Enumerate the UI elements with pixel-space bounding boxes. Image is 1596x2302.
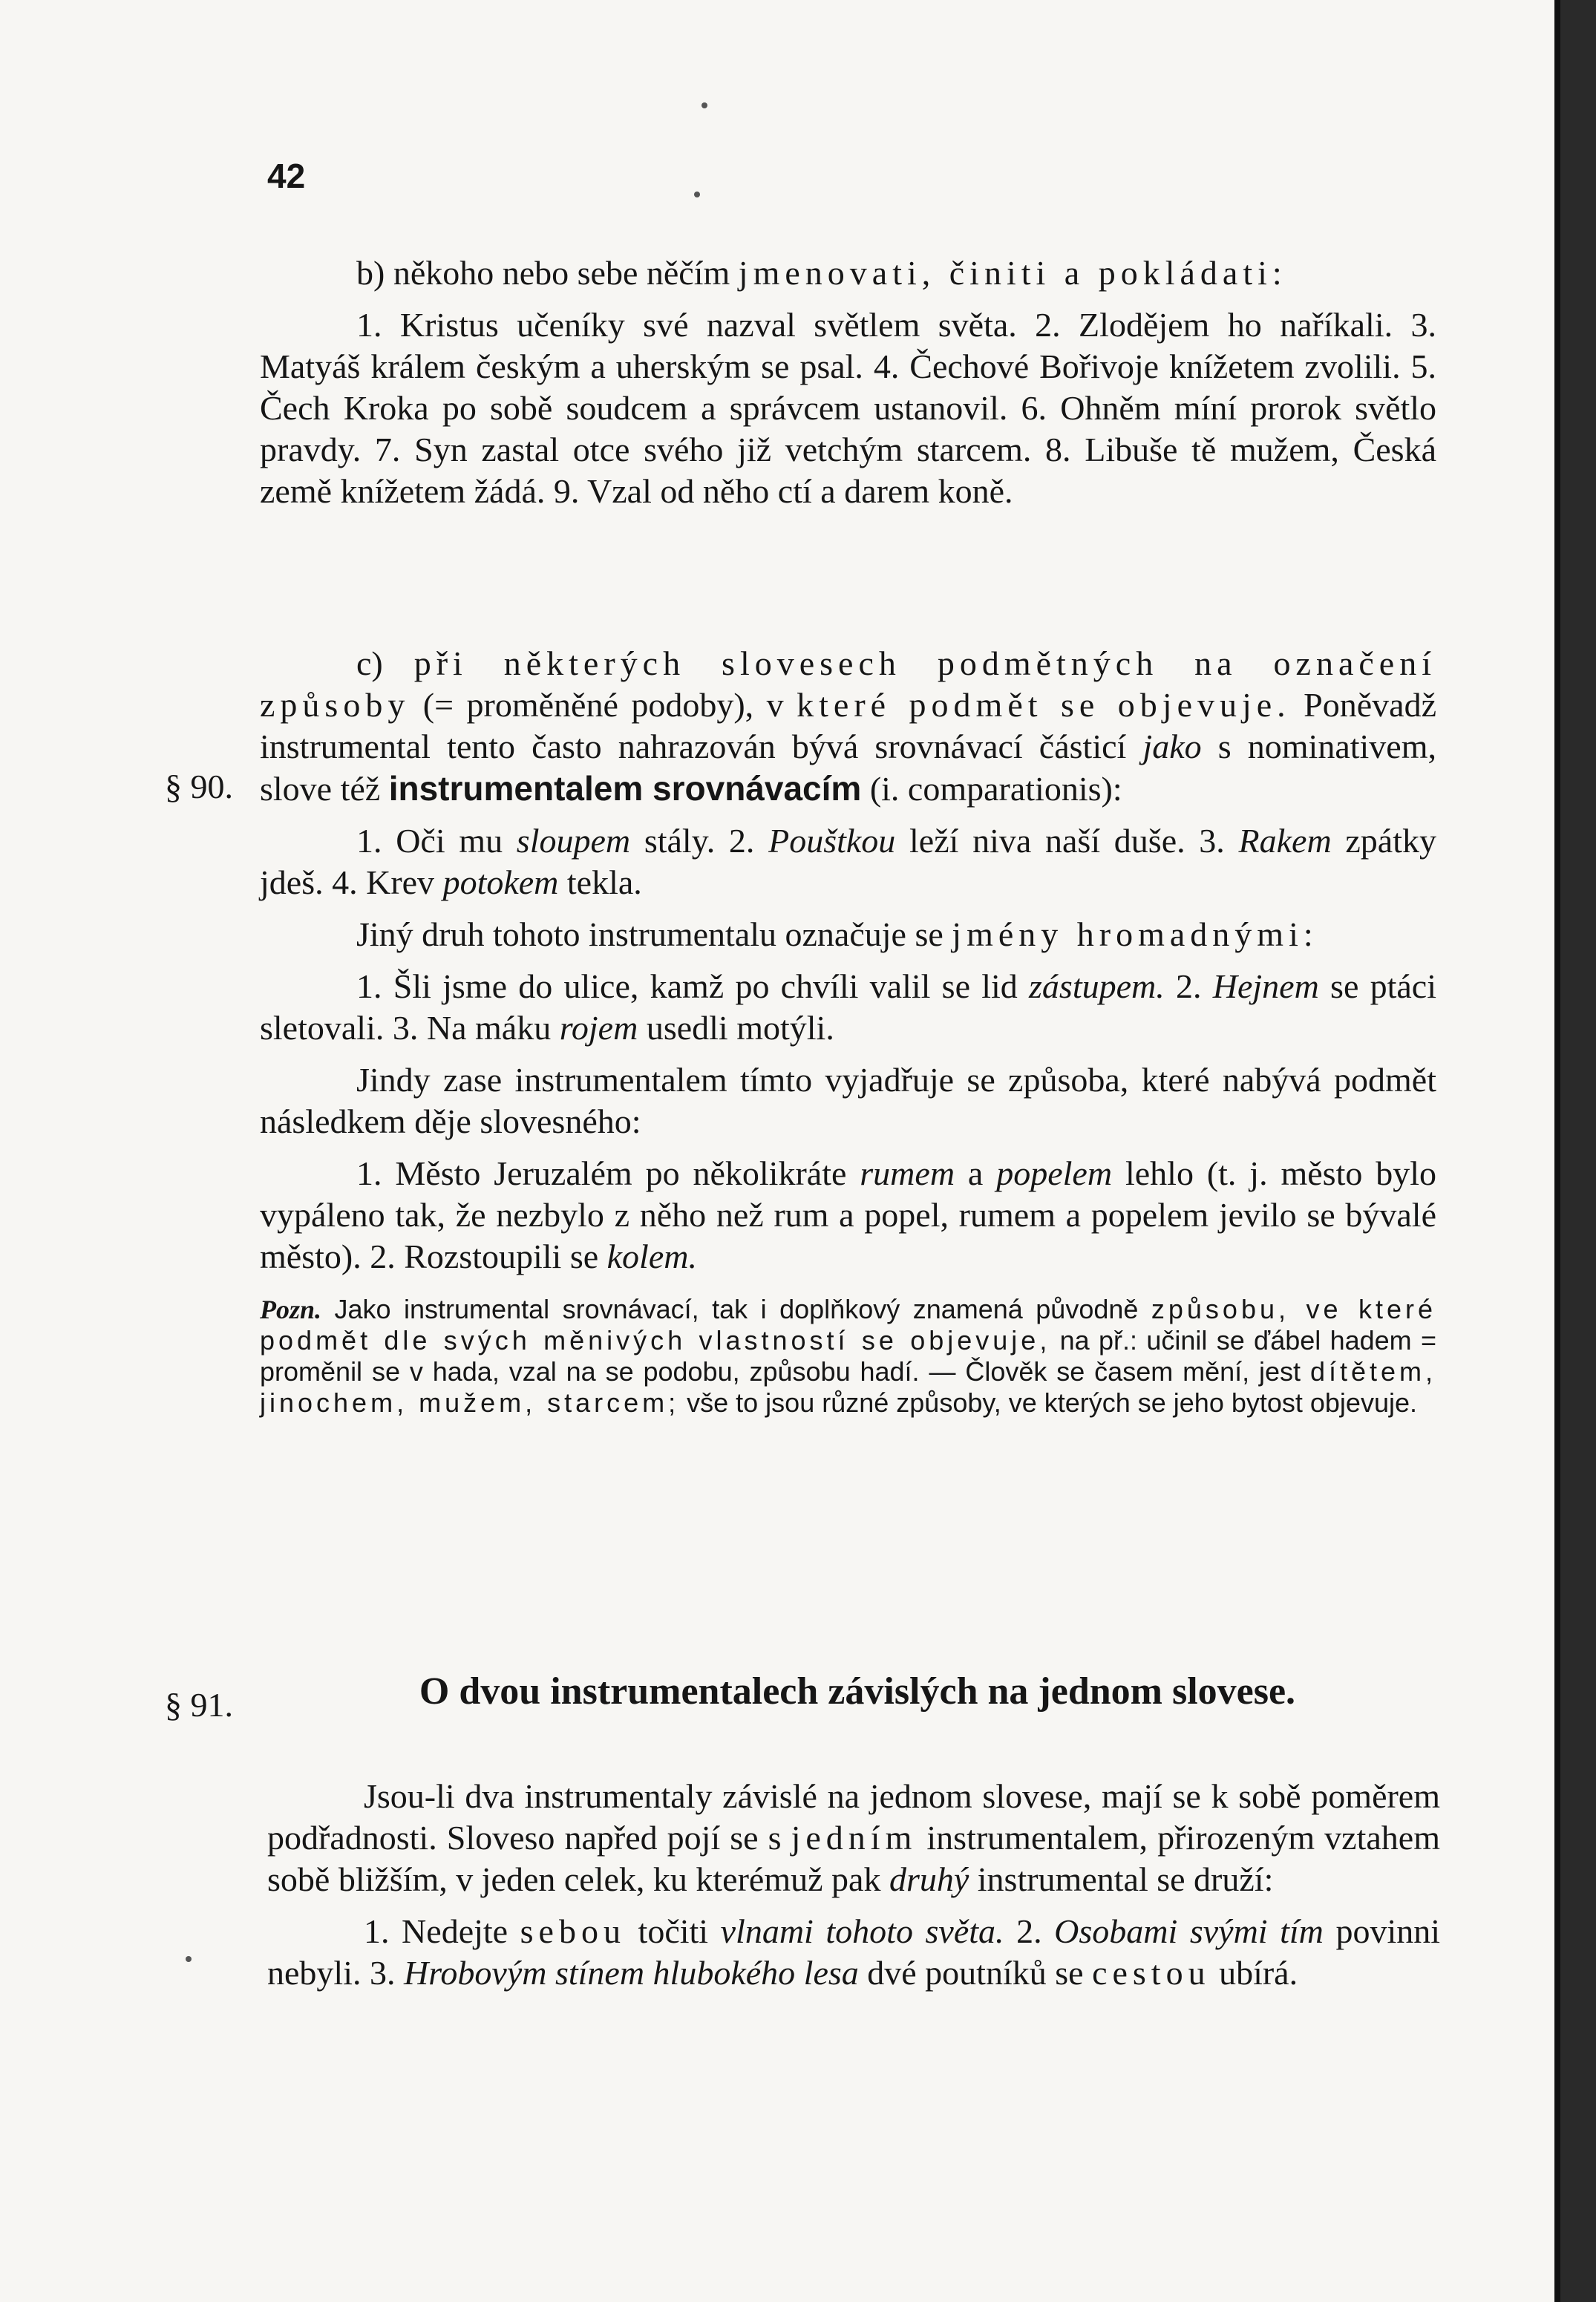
exc-w3: Rakem [1238, 822, 1332, 860]
page-number: 42 [267, 157, 306, 195]
exj-w2: Hejnem [1212, 967, 1319, 1005]
jiny-spaced: jmény hromadnými: [952, 915, 1318, 953]
c-rest: Poněvadž instrumental tento často nahrazován bývá srovnávací částicí [260, 686, 1436, 765]
exj-t3: se ptáci sletovali. 3. Na máku [260, 967, 1436, 1047]
exd-w1: rumem [860, 1154, 955, 1192]
exc-t2: leží niva naší duše. 3. [895, 822, 1239, 860]
e91-t6: ubírá. [1210, 1954, 1298, 1992]
exc-t4: tekla. [558, 863, 642, 901]
paragraph-91-examples [267, 1911, 1440, 1994]
exj-t1: 1. Šli jsme do ulice, kamž po chvíli valil se lid [356, 967, 1030, 1005]
section-91-body [267, 1776, 1440, 1994]
note-s1: způsobu, ve které podmět dle svých měnivých vlastností se objevuje, [260, 1294, 1437, 1356]
scan-speck [186, 1956, 192, 1962]
p91-t1: Jsou-li dva instrumentaly závislé na jednom slovese, mají se k sobě poměrem podřadnosti. Sloveso napřed pojí se s [267, 1777, 1440, 1857]
note-t2: na př.: učinil se ďábel hadem = proměnil se v hada, vzal na se podobu, způsobu hadí. — Člověk se časem mění, jest [260, 1325, 1436, 1387]
c-lead-spaced: při některých slovesech podmětných na označení způsoby [260, 644, 1436, 724]
e91-w1: vlnami tohoto světa. [720, 1912, 1004, 1950]
e91-t4: povinni nebyli. 3. [267, 1912, 1441, 1992]
section-91-heading-wrap [356, 1670, 1358, 1713]
exc-t1: stály. 2. [630, 822, 769, 860]
e91-s1: sebou [520, 1912, 626, 1950]
note-paragraph [260, 1294, 1436, 1419]
section-c [260, 643, 1436, 1419]
c-term: instrumentalem srovnávacím [388, 769, 862, 808]
exd-t2: a [955, 1154, 997, 1192]
scan-speck [701, 102, 707, 108]
section-91-heading: O dvou instrumentalech závislých na jednom slovese. [419, 1670, 1296, 1713]
p91-w1: druhý [889, 1860, 969, 1898]
exc-w2: Pouštkou [768, 822, 896, 860]
section-mark-90: § 90. [165, 768, 233, 805]
c-middle: (= proměněné podoby), v [410, 686, 797, 724]
exd-t1: 1. Město Jeruzalém po několikráte [356, 1154, 860, 1192]
b-lead-text: b) někoho nebo sebe něčím [356, 254, 739, 292]
exd-t3: lehlo (t. j. město bylo vypáleno tak, že nezbylo z něho než rum a popel, rumem a popelem jevilo se bývalé město). 2. Rozstoupili se [260, 1154, 1437, 1275]
paragraph-jindy: Jindy zase instrumentalem tímto vyjadřuje se způsoba, které nabývá podmět následkem děje slovesného: [260, 1061, 1436, 1140]
c-jako: jako [1142, 727, 1202, 765]
note-s2: dítětem, jinochem, mužem, starcem; [260, 1356, 1436, 1418]
exc-t3: zpátky jdeš. 4. Krev [260, 822, 1436, 901]
paragraph-b-lead [260, 252, 1436, 294]
exj-w3: rojem [559, 1009, 638, 1047]
e91-t3: 2. [1004, 1912, 1055, 1950]
paragraph-jindy-examples [260, 1153, 1436, 1278]
paragraph-91 [267, 1776, 1440, 1900]
e91-t1: 1. Nedejte [364, 1912, 520, 1950]
jiny-text: Jiný druh tohoto instrumentalu označuje se [356, 915, 952, 953]
c-rest2: s nominativem, slove též [260, 727, 1436, 808]
e91-t2: točiti [625, 1912, 721, 1950]
c-lead: c) [356, 644, 414, 682]
p91-s1: jedním [791, 1819, 918, 1857]
paragraph-jiny-examples [260, 966, 1436, 1049]
paragraph-b-examples: 1. Kristus učeníky své nazval světlem světa. 2. Zlodějem ho naříkali. 3. Matyáš králem českým a uherským se psal. 4. Čechové Bořivoje knížetem zvolili. 5. Čech Kroka po sobě soudcem a správcem ustanovil. 6. Ohněm míní prorok světlo pravdy. 7. Syn zastal otce svého již vetchým starcem. 8. Libuše tě mužem, Česká země knížetem žádá. 9. Vzal od něho ctí a darem koně. [260, 306, 1436, 510]
note-t1: Jako instrumental srovnávací, tak i doplňkový znamená původně [321, 1294, 1151, 1324]
exj-w1: zástupem. [1029, 967, 1165, 1005]
exj-t4: usedli motýli. [638, 1009, 834, 1047]
p91-t2: instrumentalem, přirozeným vztahem sobě bližším, v jeden celek, ku kterémuž pak [267, 1819, 1440, 1898]
paragraph-jiny [260, 914, 1436, 955]
scan-speck [694, 192, 700, 197]
section-b [260, 252, 1436, 512]
page-edge [1554, 0, 1560, 2302]
e91-t5: dvé poutníků se [858, 1954, 1093, 1992]
c-middle-spaced: které podmět se objevuje. [797, 686, 1291, 724]
e91-w3: Hrobovým stínem hlubokého lesa [403, 1954, 859, 1992]
exj-t2: 2. [1164, 967, 1213, 1005]
note-label: Pozn. [260, 1295, 322, 1324]
b-lead-spaced: jmenovati, činiti a pokládati: [738, 254, 1287, 292]
exc-w1: sloupem [516, 822, 631, 860]
exd-w2: popelem [996, 1154, 1113, 1192]
c-rest3: (i. comparationis): [861, 770, 1122, 808]
p91-t3: instrumental se druží: [969, 1860, 1274, 1898]
paragraph-c [260, 643, 1436, 810]
section-mark-91: § 91. [165, 1686, 233, 1724]
exc-w4: potokem [442, 863, 559, 901]
paragraph-c-examples [260, 820, 1436, 903]
exc-t0: 1. Oči mu [356, 822, 517, 860]
e91-s2: cestou [1092, 1954, 1211, 1992]
exd-w3: kolem. [606, 1237, 697, 1275]
e91-w2: Osobami svými tím [1054, 1912, 1324, 1950]
note-t3: vše to jsou různé způsoby, ve kterých se jeho bytost objevuje. [679, 1387, 1417, 1418]
